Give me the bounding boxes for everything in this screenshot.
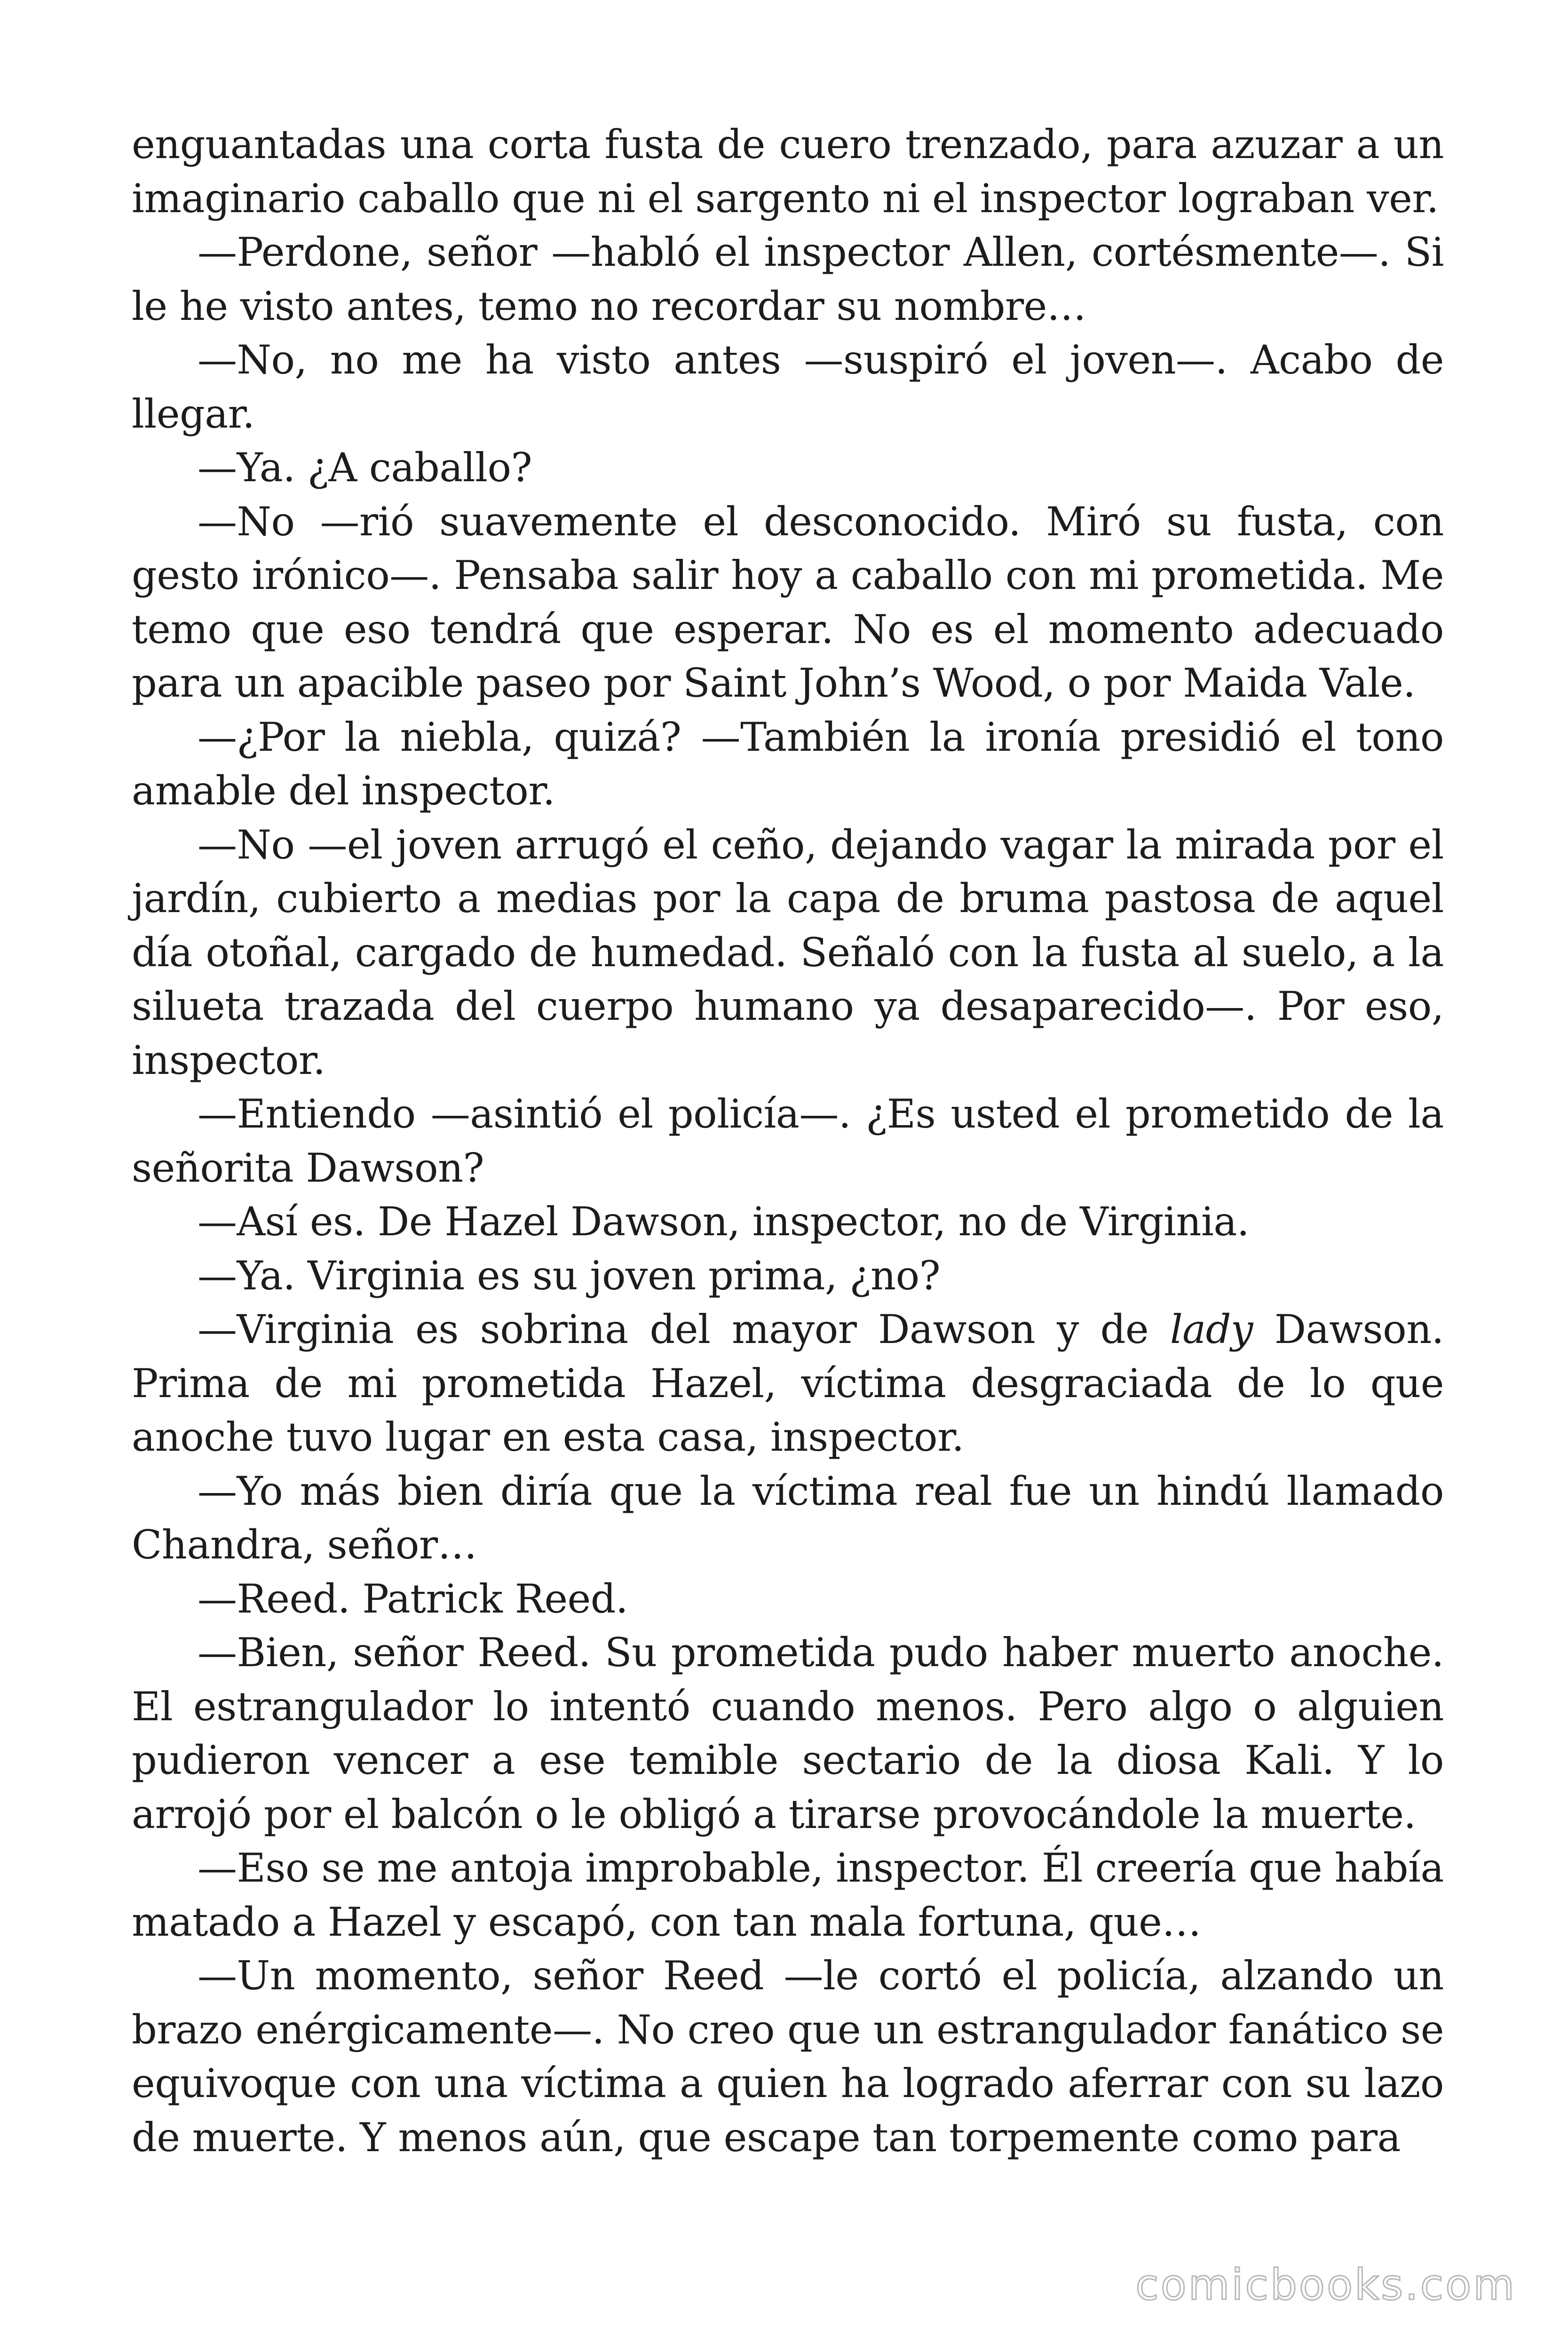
paragraph: —Reed. Patrick Reed. [198, 1575, 628, 1622]
body-text [132, 118, 1444, 2164]
paragraph: —Un momento, señor Reed —le cortó el policía, alzando un brazo enérgicamente—. No creo que un estrangulador fanático se equivoque con una víctima a quien ha logrado aferrar con su lazo de muerte. Y menos aún, que escape tan torpemente como para [132, 1953, 1444, 2161]
italic-word: lady [1170, 1306, 1253, 1352]
paragraph: —¿Por la niebla, quizá? —También la ironía presidió el tono amable del inspector. [132, 714, 1444, 814]
paragraph: —No —el joven arrugó el ceño, dejando vagar la mirada por el jardín, cubierto a medias por la capa de bruma pastosa de aquel día otoñal, cargado de humedad. Señaló con la fusta al suelo, a la silueta trazada del cuerpo humano ya desaparecido—. Por eso, inspector. [132, 821, 1444, 1083]
paragraph: —Eso se me antoja improbable, inspector. Él creería que había matado a Hazel y escapó, con tan mala fortuna, que… [132, 1845, 1444, 1945]
watermark: comicbooks.com [1135, 2260, 1516, 2310]
paragraph: —No, no me ha visto antes —suspiró el joven—. Acabo de llegar. [132, 337, 1444, 437]
paragraph: —Ya. ¿A caballo? [198, 445, 532, 491]
paragraph: —Así es. De Hazel Dawson, inspector, no de Virginia. [198, 1199, 1250, 1245]
paragraph: —Entiendo —asintió el policía—. ¿Es usted el prometido de la señorita Dawson? [132, 1091, 1444, 1191]
paragraph: —Yo más bien diría que la víctima real fue un hindú llamado Chandra, señor… [132, 1468, 1444, 1568]
paragraph: —Bien, señor Reed. Su prometida pudo haber muerto anoche. El estrangulador lo intentó cuando menos. Pero algo o alguien pudieron vencer a ese temible sectario de la diosa Kali. Y lo arrojó por el balcón o le obligó a tirarse provocándole la muerte. [132, 1629, 1444, 1837]
paragraph: enguantadas una corta fusta de cuero trenzado, para azuzar a un imaginario caballo que ni el sargento ni el inspector lograban ver. [132, 121, 1444, 222]
paragraph: —Ya. Virginia es su joven prima, ¿no? [198, 1252, 941, 1299]
paragraph: —Perdone, señor —habló el inspector Allen, cortésmente—. Si le he visto antes, temo no recordar su nombre… [132, 229, 1444, 329]
paragraph: —Virginia es sobrina del mayor Dawson y de lady Dawson. Prima de mi prometida Hazel, víctima desgraciada de lo que anoche tuvo lugar en esta casa, inspector. [132, 1306, 1444, 1460]
paragraph: —No —rió suavemente el desconocido. Miró su fusta, con gesto irónico—. Pensaba salir hoy a caballo con mi prometida. Me temo que eso tendrá que esperar. No es el momento adecuado para un apacible paseo por Saint John’s Wood, o por Maida Vale. [132, 498, 1444, 706]
